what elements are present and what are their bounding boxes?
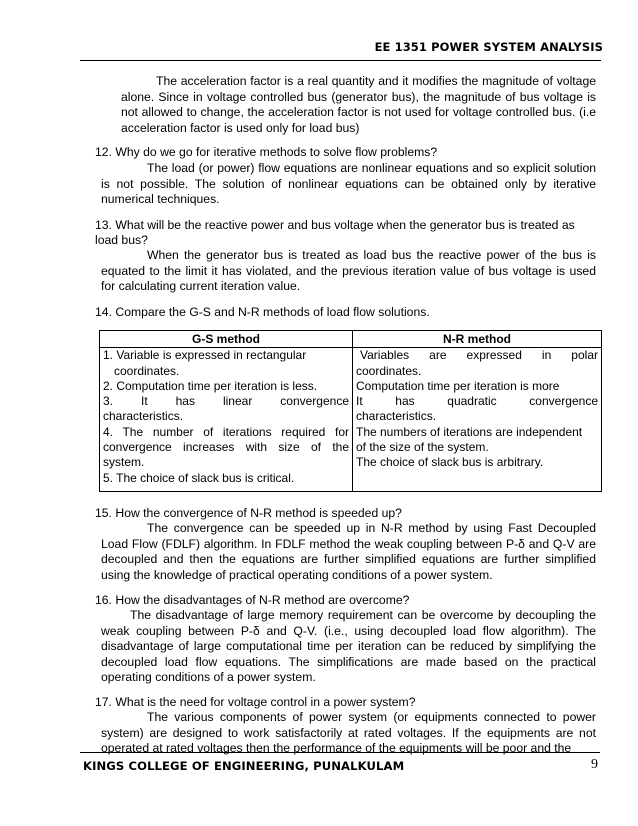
question-number: 13. [95, 218, 112, 232]
nr-line: characteristics. [356, 409, 437, 424]
gs-line: system. [103, 455, 145, 470]
question-number: 12. [95, 145, 112, 159]
gs-line: 1. Variable is expressed in rectangular [103, 348, 307, 363]
footer-divider [80, 752, 600, 753]
nr-line: It has quadratic convergence [356, 394, 598, 409]
question-number: 17. [95, 695, 112, 709]
answer-17: The various components of power system (or equipments connected to power system) are designed to work satisfactorily at rated voltages. If the equipments are not operated at rated voltages then the performance of the equipments will be poor and the [101, 710, 596, 755]
nr-line: The choice of slack bus is arbitrary. [356, 455, 544, 470]
question-text: Compare the G-S and N-R methods of load flow solutions. [115, 305, 430, 319]
nr-line: coordinates. [356, 363, 422, 378]
question-17 [95, 695, 416, 711]
question-text: How the disadvantages of N-R method are overcome? [115, 593, 410, 607]
table-row [100, 348, 602, 492]
nr-line: Computation time per iteration is more [356, 378, 560, 393]
question-14 [95, 305, 430, 321]
question-text: What is the need for voltage control in a power system? [115, 695, 416, 709]
nr-line: The numbers of iterations are independent [356, 424, 583, 439]
question-text: What will be the reactive power and bus voltage when the generator bus is treated as [115, 218, 575, 232]
question-15 [95, 506, 402, 522]
column-header-gs: G-S method [100, 331, 353, 348]
answer-16: The disadvantage of large memory requirement can be overcome by decoupling the weak coupling between P-δ and Q-V. (i.e., using decoupled load flow algorithm). The disadvantage of large computational time per iteration can be reduced by simplifying the decoupled load flow equations. The simplifications are made based on the practical operating conditions of a power system. [101, 608, 596, 684]
nr-line: of the size of the system. [356, 440, 489, 455]
question-text: How the convergence of N-R method is speeded up? [115, 506, 402, 520]
intro-paragraph: The acceleration factor is a real quantity and it modifies the magnitude of voltage alone. Since in voltage controlled bus (generator bus), the magnitude of bus voltage is not allowed to change, the acceleration factor is not used for voltage controlled bus. (i.e acceleration factor is used only for load bus) [121, 74, 596, 135]
nr-method-cell [353, 348, 602, 492]
question-12 [95, 145, 437, 161]
question-16 [95, 593, 409, 609]
question-13-cont: load bus? [95, 233, 148, 247]
comparison-table [99, 330, 602, 492]
question-number: 15. [95, 506, 112, 520]
question-13 [95, 218, 596, 234]
gs-line: convergence increases with size of the [103, 440, 349, 455]
table-header-row [100, 331, 602, 348]
question-text: Why do we go for iterative methods to solve flow problems? [115, 145, 438, 159]
gs-method-cell [100, 348, 353, 492]
question-number: 14. [95, 305, 112, 319]
running-header: EE 1351 POWER SYSTEM ANALYSIS [374, 40, 603, 54]
nr-line: Variables are expressed in polar [360, 348, 598, 363]
column-header-nr: N-R method [353, 331, 602, 348]
page-number: 9 [591, 757, 598, 772]
gs-line: 2. Computation time per iteration is less. [103, 378, 318, 393]
gs-line: 4. The number of iterations required for [103, 424, 349, 439]
gs-line: 3. It has linear convergence [103, 394, 349, 409]
footer-college: KINGS COLLEGE OF ENGINEERING, PUNALKULAM [83, 759, 405, 773]
answer-12: The load (or power) flow equations are nonlinear equations and so explicit solution is not possible. The solution of nonlinear equations can be obtained only by iterative numerical techniques. [101, 161, 596, 206]
answer-15: The convergence can be speeded up in N-R method by using Fast Decoupled Load Flow (FDLF) algorithm. In FDLF method the weak coupling between P-δ and Q-V are decoupled and then the equations are further simplified equations are further simplified using the knowledge of practical operating conditions of a power system. [101, 521, 596, 582]
question-number: 16. [95, 593, 112, 607]
gs-line: characteristics. [103, 409, 184, 424]
gs-line: coordinates. [114, 363, 180, 378]
gs-line: 5. The choice of slack bus is critical. [103, 470, 295, 485]
header-divider [80, 60, 601, 61]
answer-13: When the generator bus is treated as load bus the reactive power of the bus is equated to the limit it has violated, and the previous iteration value of bus voltage is used for calculating current iteration value. [101, 248, 596, 293]
